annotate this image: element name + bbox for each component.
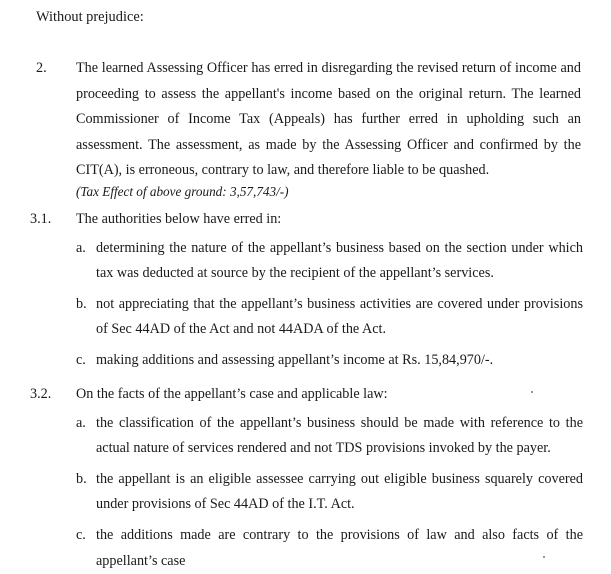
heading-without-prejudice: Without prejudice: [36, 9, 144, 25]
scan-speck [531, 391, 533, 393]
scan-speck [543, 556, 545, 558]
list-item [76, 523, 583, 574]
list-item [76, 292, 583, 343]
list-item [76, 236, 583, 287]
list-item [76, 411, 583, 462]
ground-2-tax-effect: (Tax Effect of above ground: 3,57,743/-) [76, 183, 289, 199]
ground-3-1 [30, 207, 583, 374]
list-item-text: determining the nature of the appellant’s business based on the section under which tax was deducted at source by the recipient of the appellant’s services. [96, 239, 583, 282]
list-item-letter: c. [76, 351, 86, 368]
ground-2-number: 2. [36, 60, 47, 76]
list-item-letter: b. [76, 470, 87, 487]
list-item-text: making additions and assessing appellant’s income at Rs. 15,84,970/-. [96, 351, 494, 368]
list-item-text: the classification of the appellant’s business should be made with reference to the actual nature of services rendered and not TDS provisions invoked by the payer. [96, 414, 583, 457]
list-item [76, 348, 583, 374]
ground-3-1-number: 3.1. [30, 211, 52, 227]
list-item-text: not appreciating that the appellant’s business activities are covered under provisions of Sec 44AD of the Act and not 44ADA of the Act. [96, 295, 583, 338]
ground-3-1-list [76, 236, 583, 374]
ground-3-2-number: 3.2. [30, 386, 52, 402]
ground-3-2-list [76, 411, 583, 574]
ground-3-2 [30, 382, 583, 574]
ground-3-2-intro: On the facts of the appellant’s case and applicable law: [76, 386, 388, 402]
list-item-letter: a. [76, 414, 86, 431]
ground-2-text: The learned Assessing Officer has erred in disregarding the revised return of income and proceeding to assess the appellant's income based on the original return. The learned Commissioner of Income Tax (Appeals) has further erred in upholding such an assessment. The assessment, as made by the Assessing Officer and confirmed by the CIT(A), is erroneous, contrary to law, and therefore liable to be quashed. [76, 60, 581, 179]
ground-2 [36, 56, 581, 202]
list-item-letter: b. [76, 295, 87, 312]
list-item [76, 467, 583, 518]
list-item-text: the additions made are contrary to the provisions of law and also facts of the appellant’s case [96, 526, 583, 569]
list-item-letter: a. [76, 239, 86, 256]
list-item-letter: c. [76, 526, 86, 543]
list-item-text: the appellant is an eligible assessee carrying out eligible business squarely covered under provisions of Sec 44AD of the I.T. Act. [96, 470, 583, 513]
ground-3-1-intro: The authorities below have erred in: [76, 211, 282, 227]
